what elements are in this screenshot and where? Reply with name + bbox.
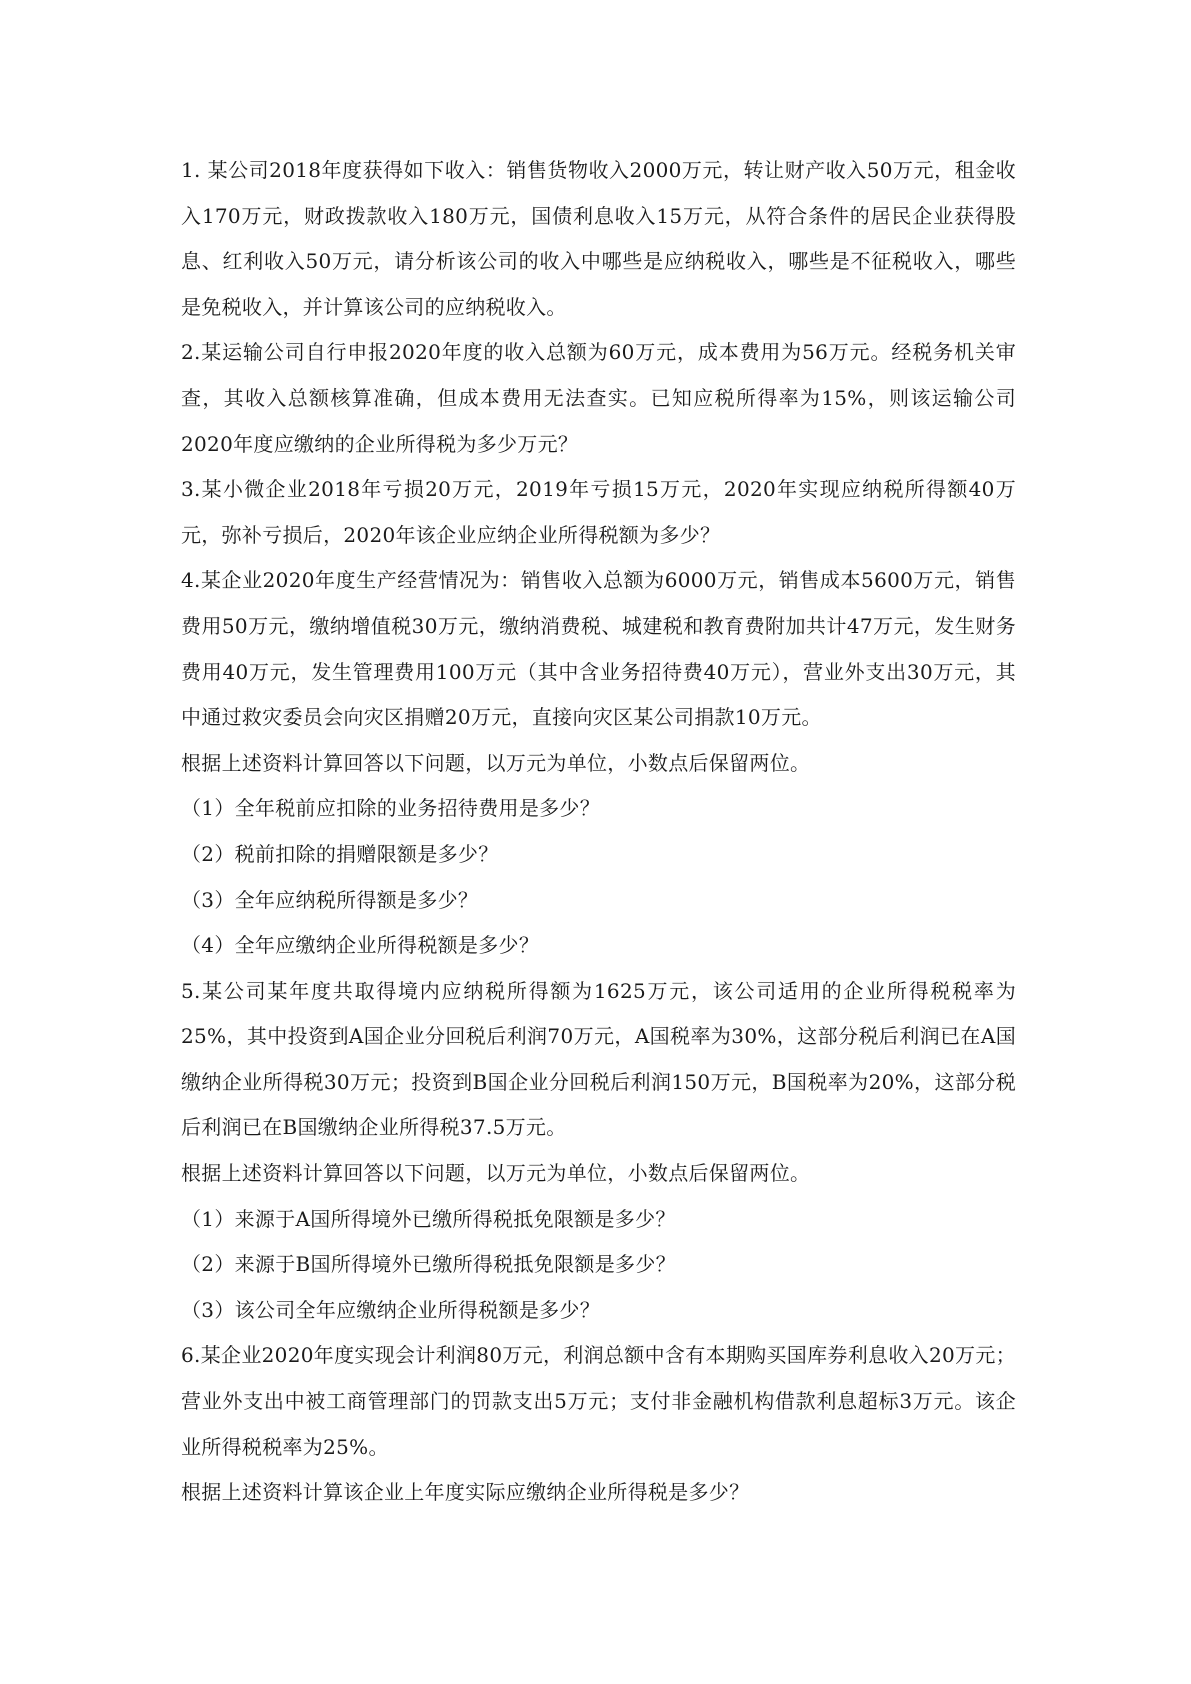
question-4-instruction: 根据上述资料计算回答以下问题，以万元为单位，小数点后保留两位。	[181, 750, 811, 775]
question-5-part-2: （2）来源于B国所得境外已缴所得税抵免限额是多少？	[181, 1252, 676, 1277]
question-2: 2.某运输公司自行申报2020年度的收入总额为60万元，成本费用为56万元。经税务机关审查，其收入总额核算准确，但成本费用无法查实。已知应税所得率为15%，则该运输公司2020年度应缴纳的企业所得税为多少万元？	[181, 340, 1016, 456]
question-5-part-3: （3）该公司全年应缴纳企业所得税额是多少？	[181, 1297, 601, 1322]
question-4-part-1: （1）全年税前应扣除的业务招待费用是多少？	[181, 796, 601, 821]
question-4-part-2: （2）税前扣除的捐赠限额是多少？	[181, 841, 499, 866]
question-4-part-4: （4）全年应缴纳企业所得税额是多少？	[181, 933, 540, 958]
question-5-instruction: 根据上述资料计算回答以下问题，以万元为单位，小数点后保留两位。	[181, 1161, 811, 1186]
question-4: 4.某企业2020年度生产经营情况为：销售收入总额为6000万元，销售成本5600万元，销售费用50万元，缴纳增值税30万元，缴纳消费税、城建税和教育费附加共计47万元，发生财务费用40万元，发生管理费用100万元（其中含业务招待费40万元），营业外支出30万元，其中通过救灾委员会向灾区捐赠20万元，直接向灾区某公司捐款10万元。	[181, 568, 1016, 730]
document-body	[181, 148, 1016, 1516]
question-4-part-3: （3）全年应纳税所得额是多少？	[181, 887, 479, 912]
question-5: 5.某公司某年度共取得境内应纳税所得额为1625万元，该公司适用的企业所得税税率为25%，其中投资到A国企业分回税后利润70万元，A国税率为30%，这部分税后利润已在A国缴纳企业所得税30万元；投资到B国企业分回税后利润150万元，B国税率为20%，这部分税后利润已在B国缴纳企业所得税37.5万元。	[181, 978, 1016, 1140]
question-3: 3.某小微企业2018年亏损20万元，2019年亏损15万元，2020年实现应纳税所得额40万元，弥补亏损后，2020年该企业应纳企业所得税额为多少？	[181, 477, 1016, 547]
question-6-instruction: 根据上述资料计算该企业上年度实际应缴纳企业所得税是多少？	[181, 1480, 750, 1505]
question-5-part-1: （1）来源于A国所得境外已缴所得税抵免限额是多少？	[181, 1206, 676, 1231]
question-1: 1. 某公司2018年度获得如下收入：销售货物收入2000万元，转让财产收入50万元，租金收入170万元，财政拨款收入180万元，国债利息收入15万元，从符合条件的居民企业获得股息、红利收入50万元，请分析该公司的收入中哪些是应纳税收入，哪些是不征税收入，哪些是免税收入，并计算该公司的应纳税收入。	[181, 158, 1016, 319]
question-6: 6.某企业2020年度实现会计利润80万元，利润总额中含有本期购买国库券利息收入20万元；营业外支出中被工商管理部门的罚款支出5万元；支付非金融机构借款利息超标3万元。该企业所得税税率为25%。	[181, 1343, 1016, 1459]
